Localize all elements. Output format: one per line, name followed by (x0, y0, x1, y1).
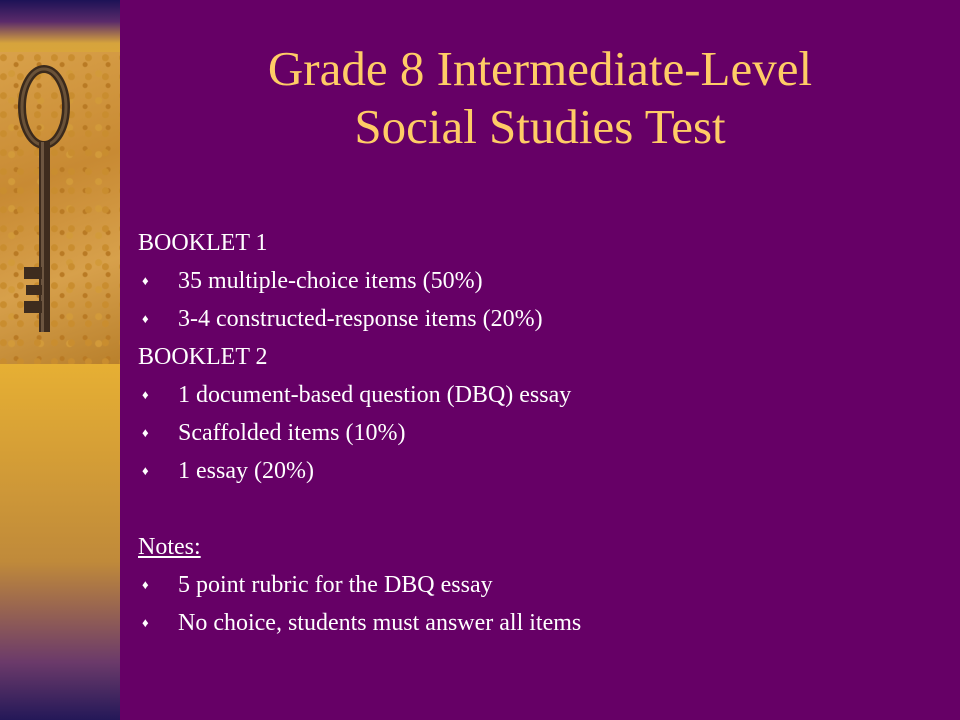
skeleton-key-image (0, 52, 120, 364)
spacer (138, 494, 918, 532)
booklet-1-heading: BOOKLET 1 (138, 230, 268, 256)
diamond-bullet-icon: ♦ (142, 425, 149, 440)
list-item: ♦ 1 essay (20%) (138, 456, 918, 494)
list-item: ♦ 35 multiple-choice items (50%) (138, 266, 918, 304)
diamond-bullet-icon: ♦ (142, 387, 149, 402)
list-item: ♦ Scaffolded items (10%) (138, 418, 918, 456)
notes-heading: Notes: (138, 534, 201, 560)
decorative-sidebar (0, 0, 120, 720)
list-item: ♦ 1 document-based question (DBQ) essay (138, 380, 918, 418)
diamond-bullet-icon: ♦ (142, 577, 149, 592)
list-item: ♦ No choice, students must answer all items (138, 608, 918, 646)
skeleton-key-icon (0, 52, 120, 364)
diamond-bullet-icon: ♦ (142, 273, 149, 288)
slide-content (138, 228, 918, 646)
diamond-bullet-icon: ♦ (142, 311, 149, 326)
booklet-2-heading: BOOKLET 2 (138, 344, 268, 370)
title-line-1: Grade 8 Intermediate-Level (267, 41, 813, 96)
diamond-bullet-icon: ♦ (142, 615, 149, 630)
title-line-2: Social Studies Test (354, 99, 726, 154)
slide-title (150, 40, 930, 156)
list-item: ♦ 5 point rubric for the DBQ essay (138, 570, 918, 608)
diamond-bullet-icon: ♦ (142, 463, 149, 478)
list-item: ♦ 3-4 constructed-response items (20%) (138, 304, 918, 342)
